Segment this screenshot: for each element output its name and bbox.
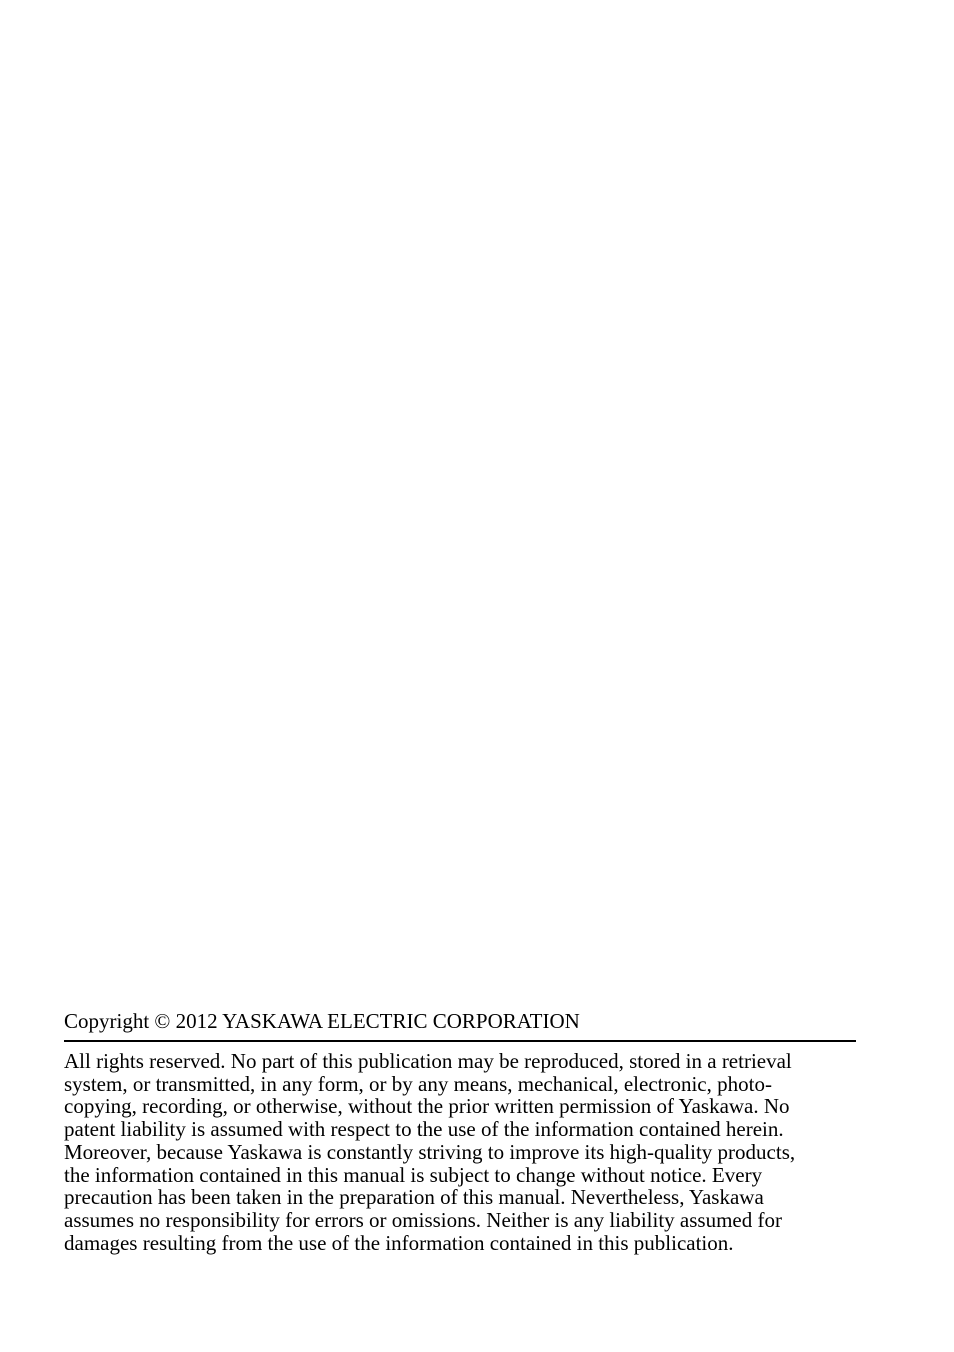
rights-line: All rights reserved. No part of this publication may be reproduced, stored in a retrieval (64, 1049, 792, 1073)
rights-line: patent liability is assumed with respect to the use of the information contained herein. (64, 1117, 784, 1142)
rights-line: copying, recording, or otherwise, without the prior written permission of Yaskawa. No (64, 1094, 790, 1119)
copyright-section (64, 1008, 856, 1254)
copyright-notice: Copyright © 2012 YASKAWA ELECTRIC CORPORATION (64, 1009, 580, 1033)
rights-line: precaution has been taken in the preparation of this manual. Nevertheless, Yaskawa (64, 1185, 764, 1210)
rights-line: system, or transmitted, in any form, or by any means, mechanical, electronic, photo- (64, 1071, 772, 1096)
rights-line: Moreover, because Yaskawa is constantly striving to improve its high-quality products, (64, 1139, 796, 1164)
rights-line: damages resulting from the use of the information contained in this publication. (64, 1230, 734, 1255)
divider-rule (64, 1040, 856, 1042)
rights-line: the information contained in this manual is subject to change without notice. Every (64, 1162, 763, 1187)
rights-line: assumes no responsibility for errors or omissions. Neither is any liability assumed for (64, 1207, 782, 1232)
rights-statement (64, 1050, 856, 1254)
